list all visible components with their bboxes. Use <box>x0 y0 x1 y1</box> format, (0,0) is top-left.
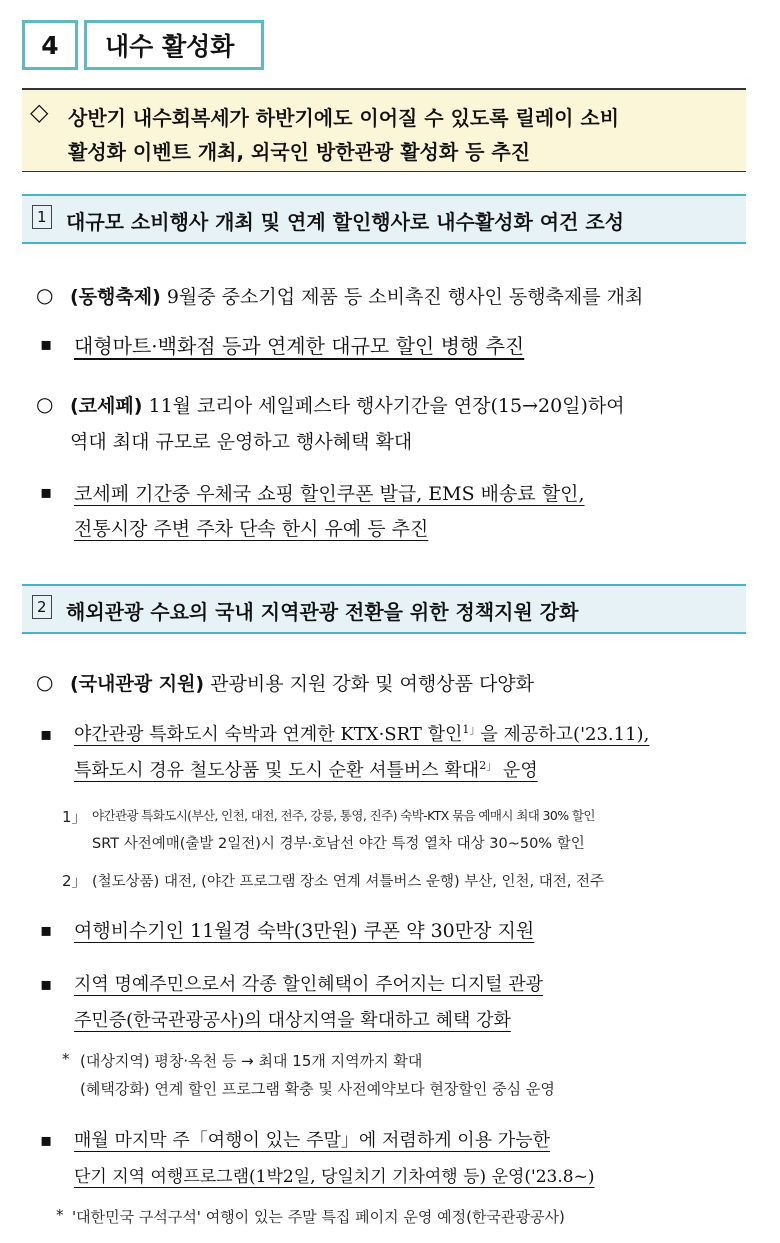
footnote-1-line-1: 야간관광 특화도시(부산, 인천, 대전, 전주, 강릉, 통영, 진주) 숙박-KTX 묶음 예매시 최대 30% 할인 <box>92 808 595 823</box>
item-kosepe-detail-cont: 전통시장 주변 주차 단속 한시 유예 등 추진 <box>74 518 429 540</box>
item-kosepe <box>70 391 625 418</box>
item-kosepe-text: 11월 코리아 세일페스타 행사기간을 연장(15→20일)하여 <box>148 395 625 417</box>
section-number-text: 4 <box>41 30 59 60</box>
item-ktx-srt-c: 특화도시 경유 철도상품 및 도시 순환 셔틀버스 확대 <box>74 760 480 781</box>
note-1-star: * <box>62 1050 70 1068</box>
section-title-text: 내수 활성화 <box>105 32 235 61</box>
section-title <box>84 20 264 70</box>
item-weekend-travel: 매월 마지막 주「여행이 있는 주말」에 저렴하게 이용 가능한 <box>74 1130 550 1151</box>
item-kosepe-tag: (코세페) <box>70 395 143 417</box>
footnote-2-line-1: (철도상품) 대전, (야간 프로그램 장소 연계 셔틀버스 운행) 부산, 인천, 대전, 전주 <box>92 874 604 890</box>
item-kosepe-cont: 역대 최대 규모로 운영하고 행사혜택 확대 <box>70 431 413 453</box>
subsection-1-title: 대규모 소비행사 개최 및 연계 할인행사로 내수활성화 여건 조성 <box>66 210 625 234</box>
item-kosepe-detail: 코세페 기간중 우체국 쇼핑 할인쿠폰 발급, EMS 배송료 할인, <box>74 483 585 505</box>
footnote-1-line-2: SRT 사전예매(출발 2일전)시 경부·호남선 야간 특정 열차 대상 30~50% 할인 <box>92 836 585 852</box>
footnote-2-label: 2」 <box>62 872 87 890</box>
item-weekend-travel-cont: 단기 지역 여행프로그램(1박2일, 당일치기 기차여행 등) 운영('23.8~) <box>74 1167 595 1187</box>
item-digital-resident-cont: 주민증(한국관광공사)의 대상지역을 확대하고 혜택 강화 <box>74 1010 511 1031</box>
subsection-2-header <box>22 584 746 634</box>
item-ktx-srt-a: 야간관광 특화도시 숙박과 연계한 KTX·SRT 할인 <box>74 724 463 745</box>
item-ktx-srt-cont <box>74 756 538 782</box>
note-1-line-2: (혜택강화) 연계 할인 프로그램 확충 및 사전예약보다 현장할인 중심 운영 <box>80 1080 555 1098</box>
item-daehyeong: 대형마트·백화점 등과 연계한 대규모 할인 병행 추진 <box>74 334 525 358</box>
square-bullet-icon: ▪ <box>40 482 53 503</box>
item-coupon: 여행비수기인 11월경 숙박(3만원) 쿠폰 약 30만장 지원 <box>74 920 535 942</box>
summary-box <box>22 88 746 172</box>
subsection-1-header <box>22 194 746 244</box>
item-dongheng-tag: (동행축제) <box>70 286 161 308</box>
item-ktx-srt-d: 운영 <box>497 760 538 781</box>
note-2-line-1: '대한민국 구석구석' 여행이 있는 주말 특집 페이지 운영 예정(한국관광공사) <box>72 1208 565 1226</box>
square-bullet-icon: ▪ <box>40 334 53 355</box>
item-dongheng <box>70 282 643 309</box>
item-domestic-tour <box>70 669 534 696</box>
square-bullet-icon: ▪ <box>40 724 53 745</box>
square-bullet-icon: ▪ <box>40 1130 53 1151</box>
footnote-ref-1: 1」 <box>462 723 481 736</box>
footnote-ref-2: 2」 <box>479 759 498 772</box>
item-ktx-srt <box>74 720 649 746</box>
item-digital-resident: 지역 명예주민으로서 각종 할인혜택이 주어지는 디지털 관광 <box>74 974 544 995</box>
footnote-1-label: 1」 <box>62 808 87 826</box>
section-number <box>22 20 78 70</box>
subsection-2-number: 2 <box>32 595 52 619</box>
note-2-star: * <box>56 1206 64 1224</box>
summary-bullet-icon: ◇ <box>30 98 49 126</box>
item-domestic-tour-text: 관광비용 지원 강화 및 여행상품 다양화 <box>210 673 535 695</box>
circle-bullet-icon: ○ <box>36 283 54 307</box>
item-ktx-srt-b: 을 제공하고('23.11), <box>480 724 650 745</box>
subsection-1-number: 1 <box>32 205 52 229</box>
circle-bullet-icon: ○ <box>36 670 54 694</box>
item-domestic-tour-tag: (국내관광 지원) <box>70 673 205 695</box>
summary-line-2: 활성화 이벤트 개최, 외국인 방한관광 활성화 등 추진 <box>68 140 531 164</box>
summary-line-1: 상반기 내수회복세가 하반기에도 이어질 수 있도록 릴레이 소비 <box>68 106 620 130</box>
note-1-line-1: (대상지역) 평창·옥천 등 → 최대 15개 지역까지 확대 <box>80 1052 423 1070</box>
item-dongheng-text: 9월중 중소기업 제품 등 소비촉진 행사인 동행축제를 개최 <box>166 286 644 308</box>
subsection-2-title: 해외관광 수요의 국내 지역관광 전환을 위한 정책지원 강화 <box>66 600 579 624</box>
square-bullet-icon: ▪ <box>40 974 53 995</box>
square-bullet-icon: ▪ <box>40 920 53 941</box>
circle-bullet-icon: ○ <box>36 392 54 416</box>
